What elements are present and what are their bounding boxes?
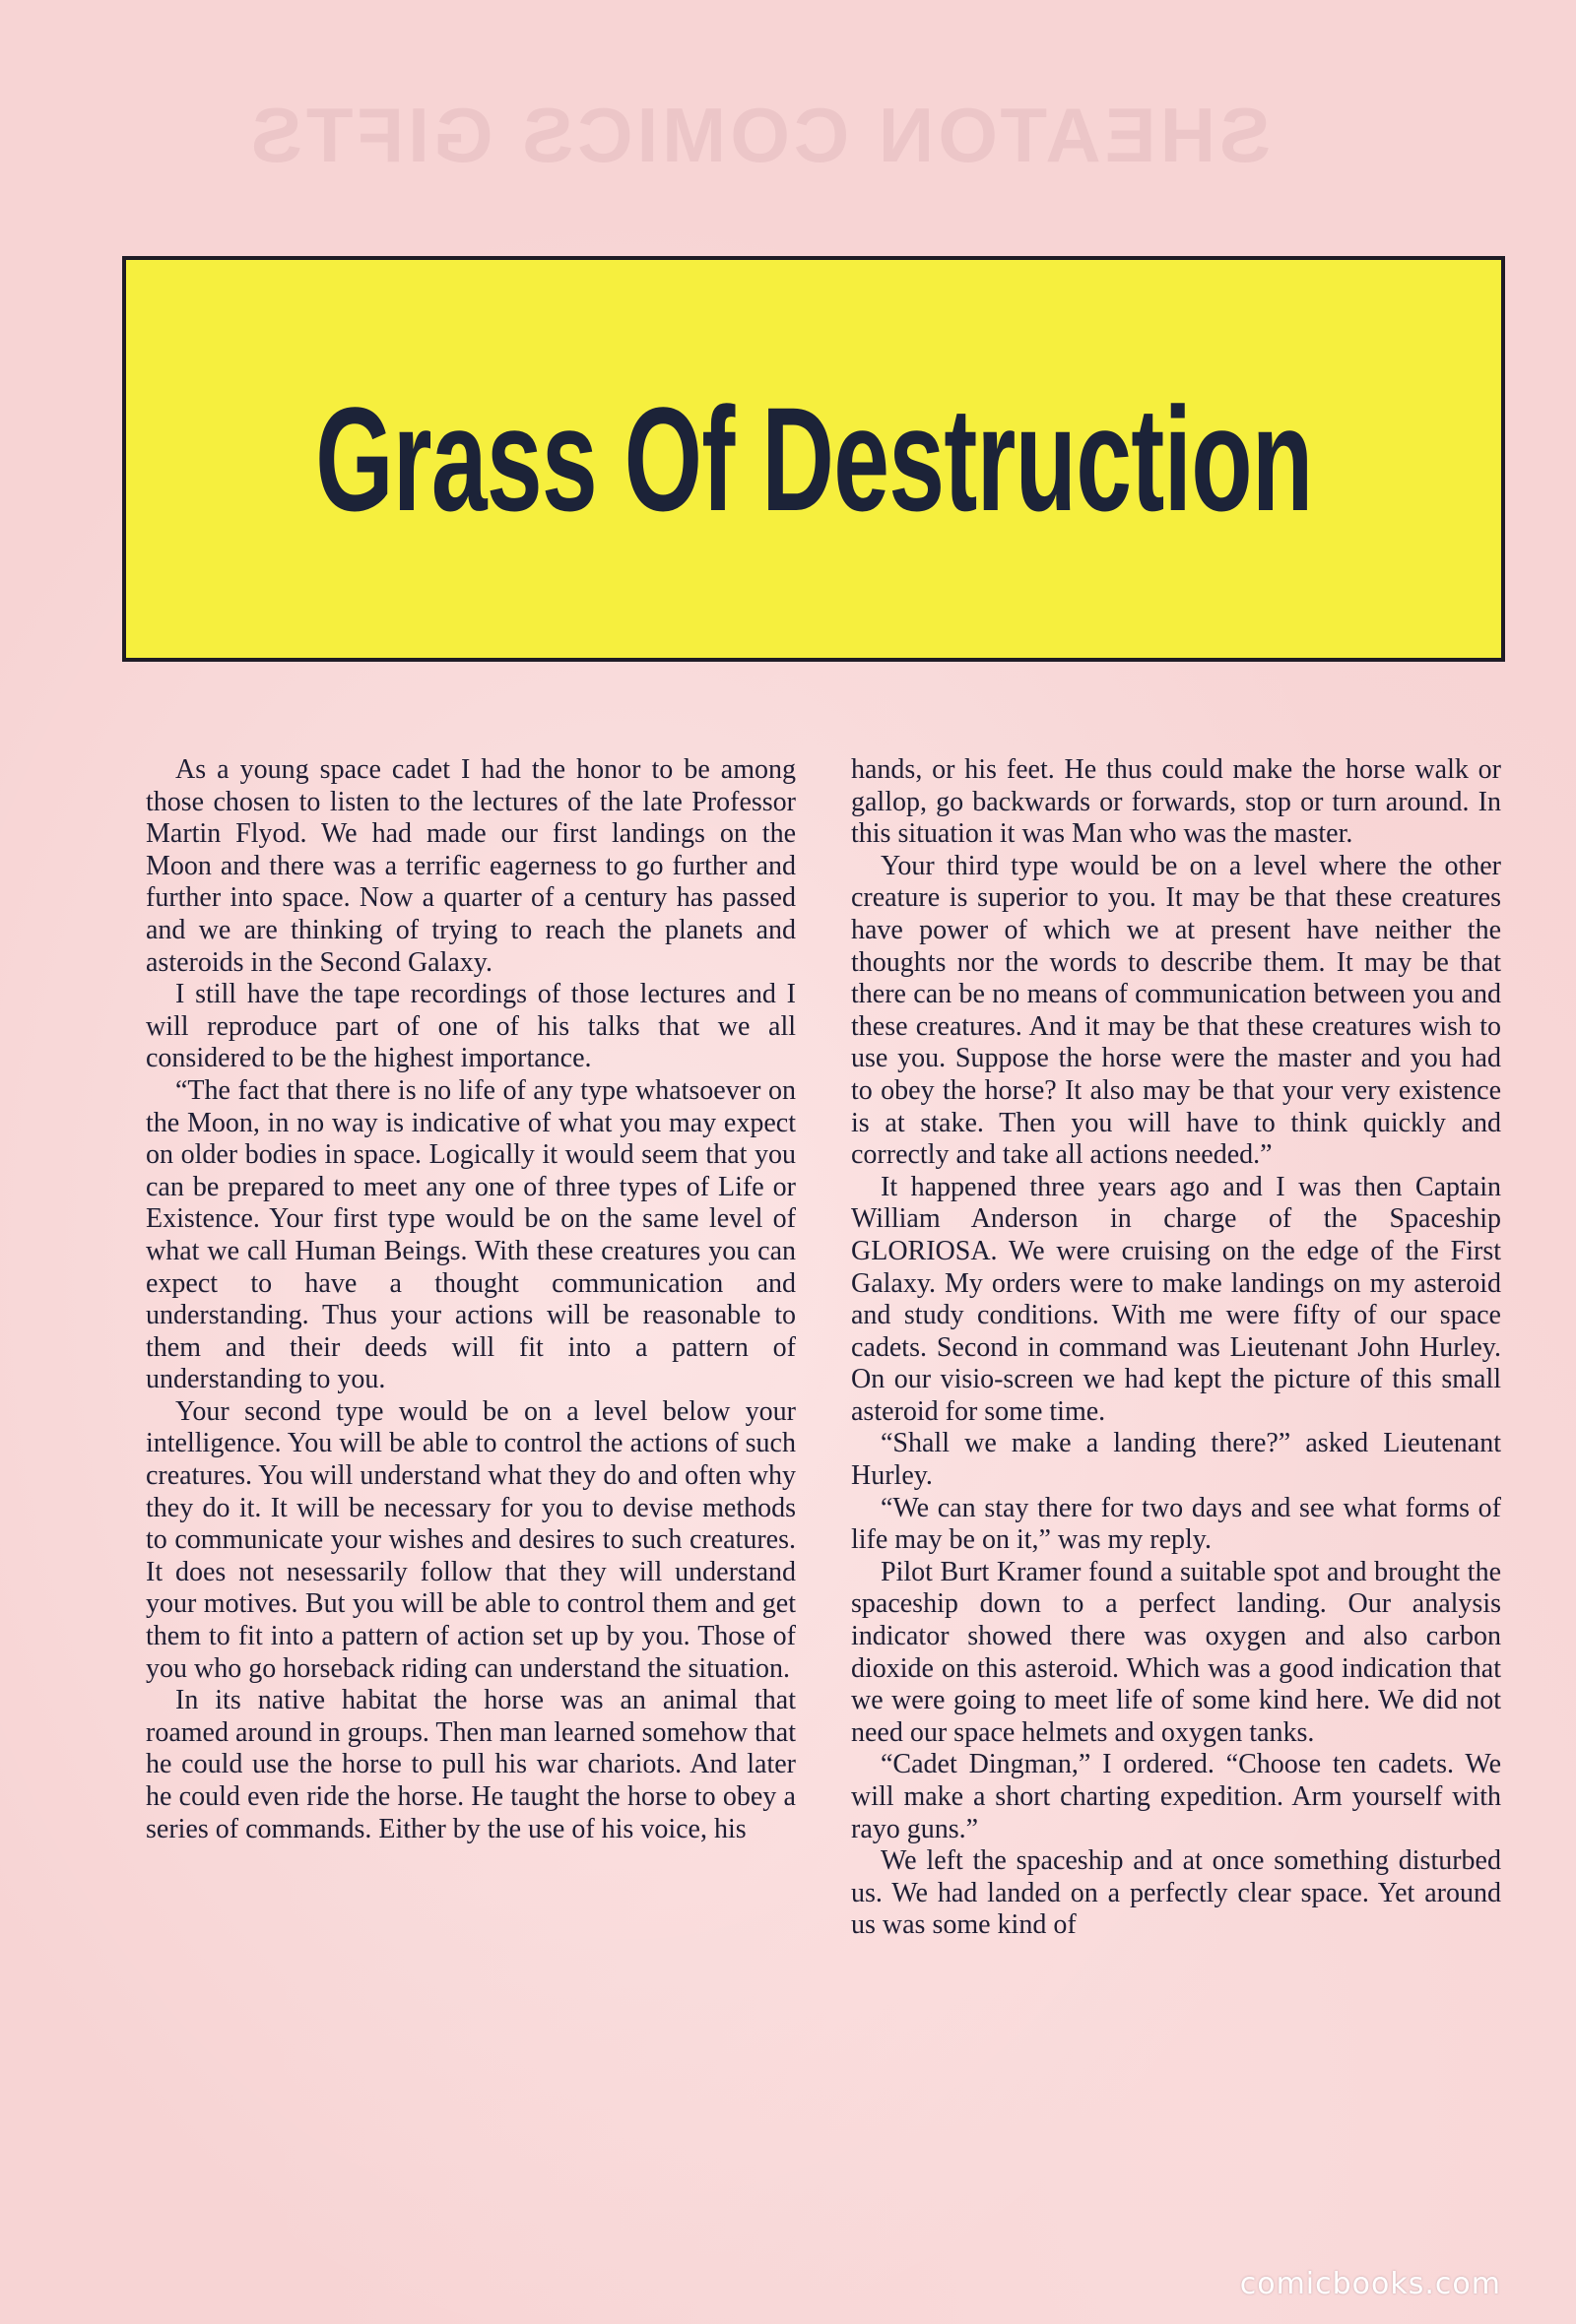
title-banner <box>122 256 1505 662</box>
paragraph: As a young space cadet I had the honor to be among those chosen to listen to the lectures of the late Professor Martin Flyod. We had made our first landings on the Moon and there was a terrific eagerness to go further and further into space. Now a quarter of a century has passed and we are thinking of trying to reach the planets and asteroids in the Second Galaxy. <box>146 754 796 978</box>
bleed-through-text: SHEATON COMICS GIFTS <box>246 92 1271 178</box>
story-columns <box>146 754 1501 2153</box>
paragraph: Your second type would be on a level below your intelligence. You will be able to control the actions of such creatures. You will understand what they do and often why they do it. It will be necessary for you to devise methods to communicate your wishes and desires to such creatures. It does not nesessarily follow that they will understand your motives. But you will be able to control them and get them to fit into a pattern of action set up by you. Those of you who go horseback riding can understand the situation. <box>146 1395 796 1684</box>
paragraph: Pilot Burt Kramer found a suitable spot and brought the spaceship down to a perfect landing. Our analysis indicator showed there was oxygen and also carbon dioxide on this asteroid. Which was a good indication that we were going to meet life of some kind here. We did not need our space helmets and oxygen tanks. <box>851 1556 1501 1748</box>
paragraph: I still have the tape recordings of those lectures and I will reproduce part of one of his talks that we all considered to be the highest importance. <box>146 979 796 1074</box>
paragraph: In its native habitat the horse was an animal that roamed around in groups. Then man learned somehow that he could use the horse to pull his war chariots. And later he could even ride the horse. He taught the horse to obey a series of commands. Either by the use of his voice, his <box>146 1685 796 1844</box>
paragraph: It happened three years ago and I was then Captain William Anderson in charge of the Spaceship GLORIOSA. We were cruising on the edge of the First Galaxy. My orders were to make landings on my asteroid and study conditions. With me were fifty of our space cadets. Second in command was Lieutenant John Hurley. On our visio-screen we had kept the picture of this small asteroid for some time. <box>851 1171 1501 1427</box>
site-watermark: comicbooks.com <box>1239 2267 1501 2301</box>
paragraph-continued: hands, or his feet. He thus could make the horse walk or gallop, go backwards or forwards, stop or turn around. In this situation it was Man who was the master. <box>851 754 1501 850</box>
paragraph: “Cadet Dingman,” I ordered. “Choose ten cadets. We will make a short charting expedition. Arm yourself with rayo guns.” <box>851 1749 1501 1844</box>
left-column <box>146 754 796 2153</box>
paragraph: “Shall we make a landing there?” asked Lieutenant Hurley. <box>851 1428 1501 1492</box>
paragraph: Your third type would be on a level where the other creature is superior to you. It may be that these creatures have power of which we at present have neither the thoughts nor the words to describe them. It may be that there can be no means of communication between you and these creatures. And it may be that these creatures wish to use you. Suppose the horse were the master and you had to obey the horse? It also may be that your very existence is at stake. Then you will have to think quickly and correctly and take all actions needed.” <box>851 850 1501 1171</box>
right-column <box>851 754 1501 2153</box>
paragraph: “We can stay there for two days and see what forms of life may be on it,” was my reply. <box>851 1492 1501 1556</box>
paragraph: We left the spaceship and at once something disturbed us. We had landed on a perfectly clear space. Yet around us was some kind of <box>851 1845 1501 1941</box>
paragraph: “The fact that there is no life of any type whatsoever on the Moon, in no way is indicative of what you may expect on older bodies in space. Logically it would seem that you can be prepared to meet any one of three types of Life or Existence. Your first type would be on the same level of what we call Human Beings. With these creatures you can expect to have a thought communication and understanding. Thus your actions will be reasonable to them and their deeds will fit into a pattern of understanding to you. <box>146 1074 796 1395</box>
story-title: Grass Of Destruction <box>314 375 1313 542</box>
